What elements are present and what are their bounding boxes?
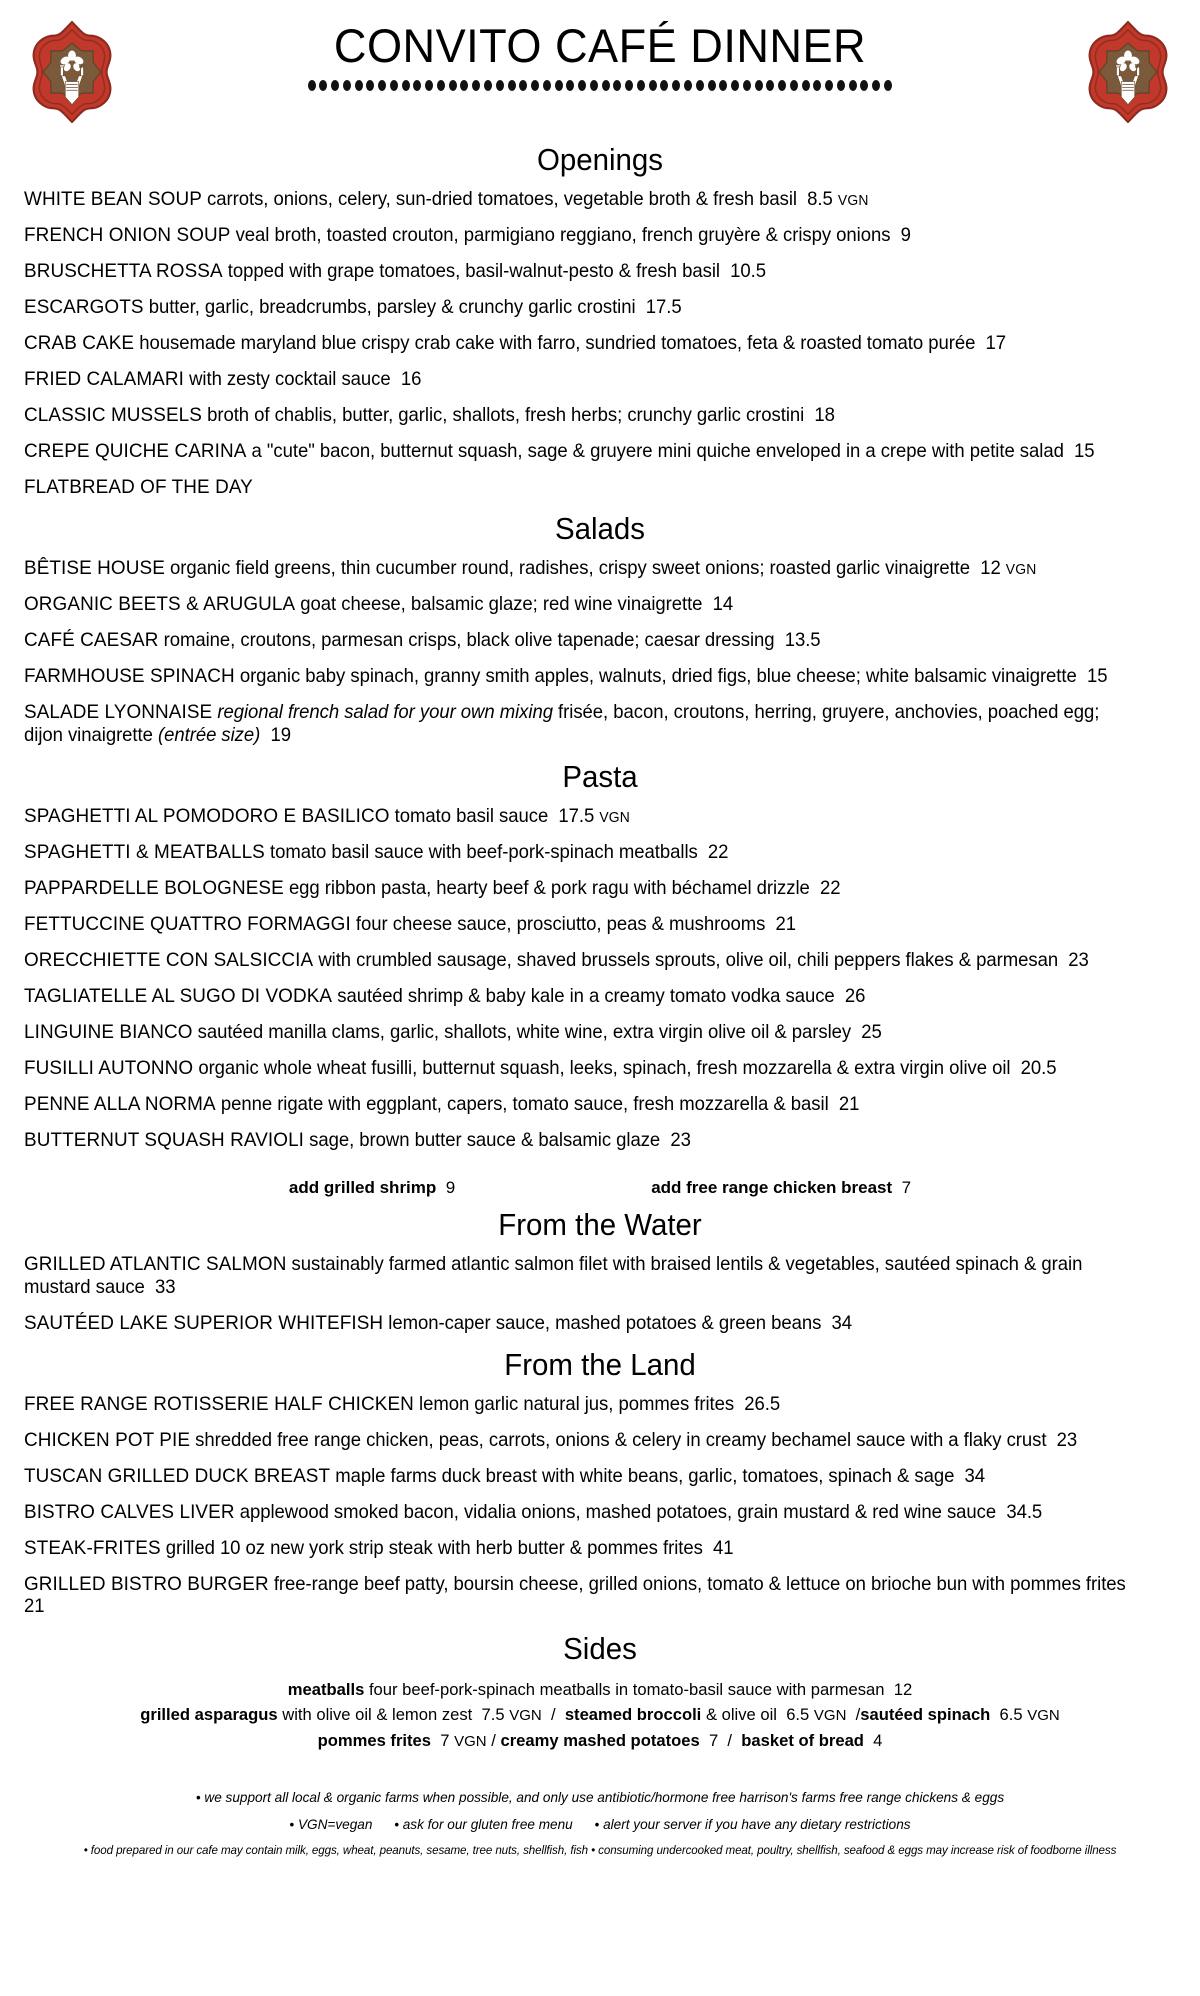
menu-item [24, 1393, 1136, 1416]
item-name: PAPPARDELLE BOLOGNESE [24, 876, 284, 899]
convito-cafe-logo-right [1080, 18, 1176, 126]
item-description: housemade maryland blue crispy crab cake with farro, sundried tomatoes, feta & roasted tomato purée [139, 332, 976, 354]
item-name: BUTTERNUT SQUASH RAVIOLI [24, 1128, 305, 1151]
item-description: a "cute" bacon, butternut squash, sage & gruyere mini quiche enveloped in a crepe with petite salad [251, 440, 1064, 462]
item-description: frisée, bacon, croutons, herring, gruyere, anchovies, poached egg; dijon vinaigrette [24, 702, 1100, 746]
side-price: 4 [873, 1730, 883, 1750]
menu-item [24, 1501, 1136, 1524]
item-price: 34 [831, 1312, 853, 1334]
menu-item [24, 1021, 1136, 1044]
note-dietary-row [22, 1811, 1178, 1838]
menu-item [24, 557, 1136, 580]
item-description: sustainably farmed atlantic salmon filet with braised lentils & vegetables, sautéed spinach & grain mustard sauce [24, 1254, 1083, 1298]
menu-item [24, 1129, 1136, 1152]
item-description: organic whole wheat fusilli, butternut squash, leeks, spinach, fresh mozzarella & extra virgin olive oil [198, 1057, 1011, 1079]
side-description: four beef-pork-spinach meatballs in tomato-basil sauce with parmesan [368, 1679, 885, 1699]
item-name: FARMHOUSE SPINACH [24, 665, 235, 688]
item-price: 20.5 [1020, 1057, 1057, 1079]
note-alert-server: • alert your server if you have any dietary restrictions [594, 1816, 911, 1832]
item-name: FETTUCCINE QUATTRO FORMAGGI [24, 912, 351, 935]
addon-price: 7 [901, 1178, 912, 1198]
menu-item [24, 296, 1136, 319]
menu-item [24, 1253, 1136, 1299]
menu-item [24, 877, 1136, 900]
menu-item [24, 440, 1136, 463]
side-separator: / [855, 1705, 861, 1725]
side-vgn-tag: VGN [509, 1707, 542, 1725]
item-description: maple farms duck breast with white beans, garlic, tomatoes, spinach & sage [335, 1466, 955, 1488]
item-name: TUSCAN GRILLED DUCK BREAST [24, 1465, 331, 1488]
item-price: 34 [964, 1466, 986, 1488]
item-description: tomato basil sauce with beef-pork-spinach meatballs [269, 842, 698, 864]
menu-item [24, 665, 1136, 688]
title-block [22, 18, 1178, 92]
note-local-farms: • we support all local & organic farms when possible, and only use antibiotic/hormone free harrison's farms free range chickens & eggs [195, 1789, 1005, 1805]
section-pasta [22, 760, 1178, 1198]
item-vgn-tag: VGN [1005, 562, 1037, 579]
note-vgn-definition: • VGN=vegan [289, 1816, 373, 1832]
menu-item [24, 985, 1136, 1008]
menu-item [24, 949, 1136, 972]
item-vgn-tag: VGN [837, 193, 869, 210]
item-price: 15 [1074, 440, 1095, 462]
addon-label: add grilled shrimp [288, 1178, 437, 1198]
side-price: 12 [893, 1679, 913, 1699]
section-openings [22, 143, 1178, 499]
item-price: 15 [1086, 666, 1108, 688]
item-description: carrots, onions, celery, sun-dried tomatoes, vegetable broth & fresh basil [207, 189, 797, 211]
side-price: 7 [708, 1730, 719, 1750]
section-heading-from-the-water: From the Water [498, 1207, 702, 1243]
addon-chicken-breast [651, 1178, 911, 1198]
menu-item [24, 1093, 1136, 1116]
side-price: 7.5 [481, 1705, 505, 1725]
side-name: basket of bread [741, 1730, 864, 1750]
menu-item [24, 913, 1136, 936]
item-price: 23 [1068, 949, 1089, 971]
item-price: 22 [819, 877, 841, 899]
item-description: egg ribbon pasta, hearty beef & pork ragu with béchamel drizzle [288, 877, 810, 899]
side-name: steamed broccoli [564, 1705, 702, 1725]
item-name: TAGLIATELLE AL SUGO DI VODKA [24, 984, 333, 1007]
side-name: meatballs [287, 1679, 365, 1699]
item-price: 22 [707, 842, 729, 864]
item-description: topped with grape tomatoes, basil-walnut-pesto & fresh basil [227, 261, 720, 282]
side-line-vegetables [22, 1702, 1178, 1728]
item-description: with zesty cocktail sauce [189, 368, 391, 390]
dotted-divider [308, 79, 893, 92]
item-description: four cheese sauce, prosciutto, peas & mushrooms [355, 913, 766, 935]
item-price: 13.5 [784, 630, 821, 652]
item-name: STEAK-FRITES [24, 1536, 161, 1559]
side-price: 7 [440, 1730, 450, 1750]
item-name: PENNE ALLA NORMA [24, 1092, 216, 1115]
menu-item [24, 1057, 1136, 1080]
from-the-land-item-list [22, 1393, 1178, 1619]
item-price: 34.5 [1006, 1502, 1043, 1524]
item-name: ORGANIC BEETS & ARUGULA [24, 593, 296, 616]
item-description: romaine, croutons, parmesan crisps, black olive tapenade; caesar dressing [163, 630, 775, 652]
menu-item [24, 701, 1136, 747]
item-price: 9 [900, 225, 911, 247]
item-price: 25 [861, 1021, 882, 1043]
section-heading-sides: Sides [563, 1630, 637, 1666]
item-description: sautéed shrimp & baby kale in a creamy tomato vodka sauce [337, 985, 835, 1007]
item-name: FRIED CALAMARI [24, 367, 184, 390]
side-separator: / [550, 1705, 556, 1725]
item-price: 19 [270, 724, 291, 746]
item-name: SAUTÉED LAKE SUPERIOR WHITEFISH [24, 1311, 384, 1334]
section-sides [22, 1632, 1178, 1754]
item-name: FUSILLI AUTONNO [24, 1056, 194, 1079]
side-vgn-tag: VGN [1027, 1707, 1060, 1725]
item-description: lemon garlic natural jus, pommes frites [419, 1394, 735, 1416]
note-gluten-free: • ask for our gluten free menu [394, 1816, 573, 1832]
item-price: 17.5 [558, 806, 595, 828]
item-name: ORECCHIETTE CON SALSICCIA [24, 948, 314, 971]
pasta-addons-row [22, 1178, 1178, 1198]
item-price: 18 [814, 404, 835, 426]
item-name: SALADE LYONNAISE [24, 701, 213, 724]
item-name: CRAB CAKE [24, 331, 135, 354]
salads-item-list [22, 557, 1178, 747]
side-name: creamy mashed potatoes [500, 1730, 700, 1750]
side-separator: / [491, 1730, 496, 1750]
item-name: BRUSCHETTA ROSSA [24, 260, 223, 282]
item-price: 23 [670, 1129, 691, 1151]
item-price: 23 [1056, 1430, 1078, 1452]
menu-item [24, 1465, 1136, 1488]
item-name: GRILLED ATLANTIC SALMON [24, 1253, 287, 1276]
side-description: & olive oil [705, 1705, 777, 1725]
item-price: 21 [775, 913, 797, 935]
side-name: sautéed spinach [860, 1705, 991, 1725]
section-heading-pasta: Pasta [562, 758, 638, 794]
item-name: LINGUINE BIANCO [24, 1020, 193, 1043]
item-price: 17.5 [645, 296, 682, 318]
menu-item [24, 260, 1136, 283]
menu-item [24, 404, 1136, 427]
side-separator: / [727, 1730, 733, 1750]
item-description: sage, brown butter sauce & balsamic glaze [309, 1129, 661, 1151]
item-description: organic baby spinach, granny smith apples, walnuts, dried figs, blue cheese; white balsamic vinaigrette [239, 666, 1077, 688]
openings-item-list [22, 188, 1178, 499]
menu-item [24, 593, 1136, 616]
footer-notes [22, 1784, 1178, 1864]
menu-item [24, 368, 1136, 391]
item-price: 14 [712, 594, 734, 616]
item-name: FREE RANGE ROTISSERIE HALF CHICKEN [24, 1393, 414, 1416]
menu-item [24, 188, 1136, 211]
item-price: 8.5 [807, 189, 833, 211]
item-description: broth of chablis, butter, garlic, shallots, fresh herbs; crunchy garlic crostini [207, 404, 805, 426]
section-heading-salads: Salads [554, 511, 646, 547]
section-heading-openings: Openings [536, 142, 664, 177]
item-price: 10.5 [730, 261, 767, 282]
item-name: FRENCH ONION SOUP [24, 224, 231, 247]
item-description: butter, garlic, breadcrumbs, parsley & crunchy garlic crostini [148, 296, 636, 318]
item-price: 26 [844, 985, 866, 1007]
item-name: FLATBREAD OF THE DAY [24, 475, 253, 498]
menu-page [0, 18, 1200, 1996]
item-name: SPAGHETTI AL POMODORO E BASILICO [24, 805, 390, 828]
item-name: CREPE QUICHE CARINA [24, 439, 247, 462]
sides-list [22, 1677, 1178, 1754]
note-allergen-warning: • food prepared in our cafe may contain milk, eggs, wheat, peanuts, sesame, tree nuts, shellfish, fish • consuming undercooked meat, poultry, shellfish, seafood & eggs may increase risk of foodborne illness [83, 1844, 1117, 1858]
item-name: GRILLED BISTRO BURGER [24, 1572, 269, 1595]
addon-label: add free range chicken breast [651, 1178, 893, 1198]
section-heading-from-the-land: From the Land [504, 1347, 696, 1383]
item-description: tomato basil sauce [394, 806, 549, 828]
item-price: 41 [713, 1537, 734, 1559]
menu-item [24, 1312, 1136, 1335]
side-line-meatballs [22, 1677, 1178, 1702]
menu-item [24, 629, 1136, 652]
item-name: ESCARGOTS [24, 295, 144, 318]
item-description: shredded free range chicken, peas, carrots, onions & celery in creamy bechamel sauce with a flaky crust [195, 1430, 1047, 1452]
item-name: CAFÉ CAESAR [24, 629, 159, 652]
item-name: CLASSIC MUSSELS [24, 403, 202, 426]
menu-item [24, 1537, 1136, 1560]
menu-masthead [22, 18, 1178, 130]
section-from-the-land [22, 1348, 1178, 1619]
item-vgn-tag: VGN [599, 810, 631, 827]
item-name: SPAGHETTI & MEATBALLS [24, 841, 265, 864]
item-price: 21 [24, 1596, 45, 1618]
addon-grilled-shrimp [289, 1178, 455, 1198]
menu-item [24, 224, 1136, 247]
menu-item [24, 476, 1136, 499]
item-name: BÊTISE HOUSE [24, 557, 165, 580]
item-description: grilled 10 oz new york strip steak with herb butter & pommes frites [165, 1537, 703, 1559]
side-price: 6.5 [999, 1705, 1023, 1725]
item-italic-trail: (entrée size) [157, 724, 261, 746]
item-price: 12 [980, 558, 1001, 580]
item-price: 16 [400, 368, 422, 390]
item-price: 17 [985, 332, 1007, 354]
item-name: WHITE BEAN SOUP [24, 188, 202, 211]
menu-item [24, 841, 1136, 864]
side-line-starches [22, 1728, 1178, 1754]
side-price: 6.5 [786, 1705, 810, 1725]
menu-item [24, 1573, 1136, 1619]
menu-item [24, 1429, 1136, 1452]
item-description: penne rigate with eggplant, capers, tomato sauce, fresh mozzarella & basil [220, 1093, 829, 1115]
pasta-item-list [22, 805, 1178, 1152]
side-vgn-tag: VGN [454, 1732, 487, 1750]
item-description: sautéed manilla clams, garlic, shallots, white wine, extra virgin olive oil & parsley [197, 1021, 852, 1043]
item-name: BISTRO CALVES LIVER [24, 1501, 235, 1524]
menu-item [24, 332, 1136, 355]
side-name: grilled asparagus [140, 1705, 278, 1725]
item-price: 21 [838, 1093, 860, 1115]
item-description: free-range beef patty, boursin cheese, grilled onions, tomato & lettuce on brioche bun with pommes frites [273, 1573, 1126, 1595]
section-from-the-water [22, 1208, 1178, 1335]
page-title: CONVITO CAFÉ DINNER [333, 19, 867, 72]
from-the-water-item-list [22, 1253, 1178, 1335]
item-description: lemon-caper sauce, mashed potatoes & green beans [388, 1312, 822, 1334]
side-name: pommes frites [317, 1730, 432, 1750]
item-description: goat cheese, balsamic glaze; red wine vinaigrette [300, 594, 703, 616]
item-price: 26.5 [744, 1394, 781, 1416]
menu-item [24, 805, 1136, 828]
addon-price: 9 [445, 1178, 456, 1198]
side-vgn-tag: VGN [813, 1707, 847, 1725]
side-description: with olive oil & lemon zest [282, 1705, 473, 1725]
item-description: organic field greens, thin cucumber round, radishes, crispy sweet onions; roasted garlic vinaigrette [170, 558, 971, 580]
item-name: CHICKEN POT PIE [24, 1429, 191, 1452]
item-description: veal broth, toasted crouton, parmigiano reggiano, french gruyère & crispy onions [235, 225, 891, 247]
item-description: applewood smoked bacon, vidalia onions, mashed potatoes, grain mustard & red wine sauce [239, 1502, 997, 1524]
item-price: 33 [155, 1276, 176, 1298]
item-italic-lead: regional french salad for your own mixing [217, 702, 553, 724]
section-salads [22, 512, 1178, 747]
item-description: with crumbled sausage, shaved brussels sprouts, olive oil, chili peppers flakes & parmesan [318, 949, 1059, 971]
